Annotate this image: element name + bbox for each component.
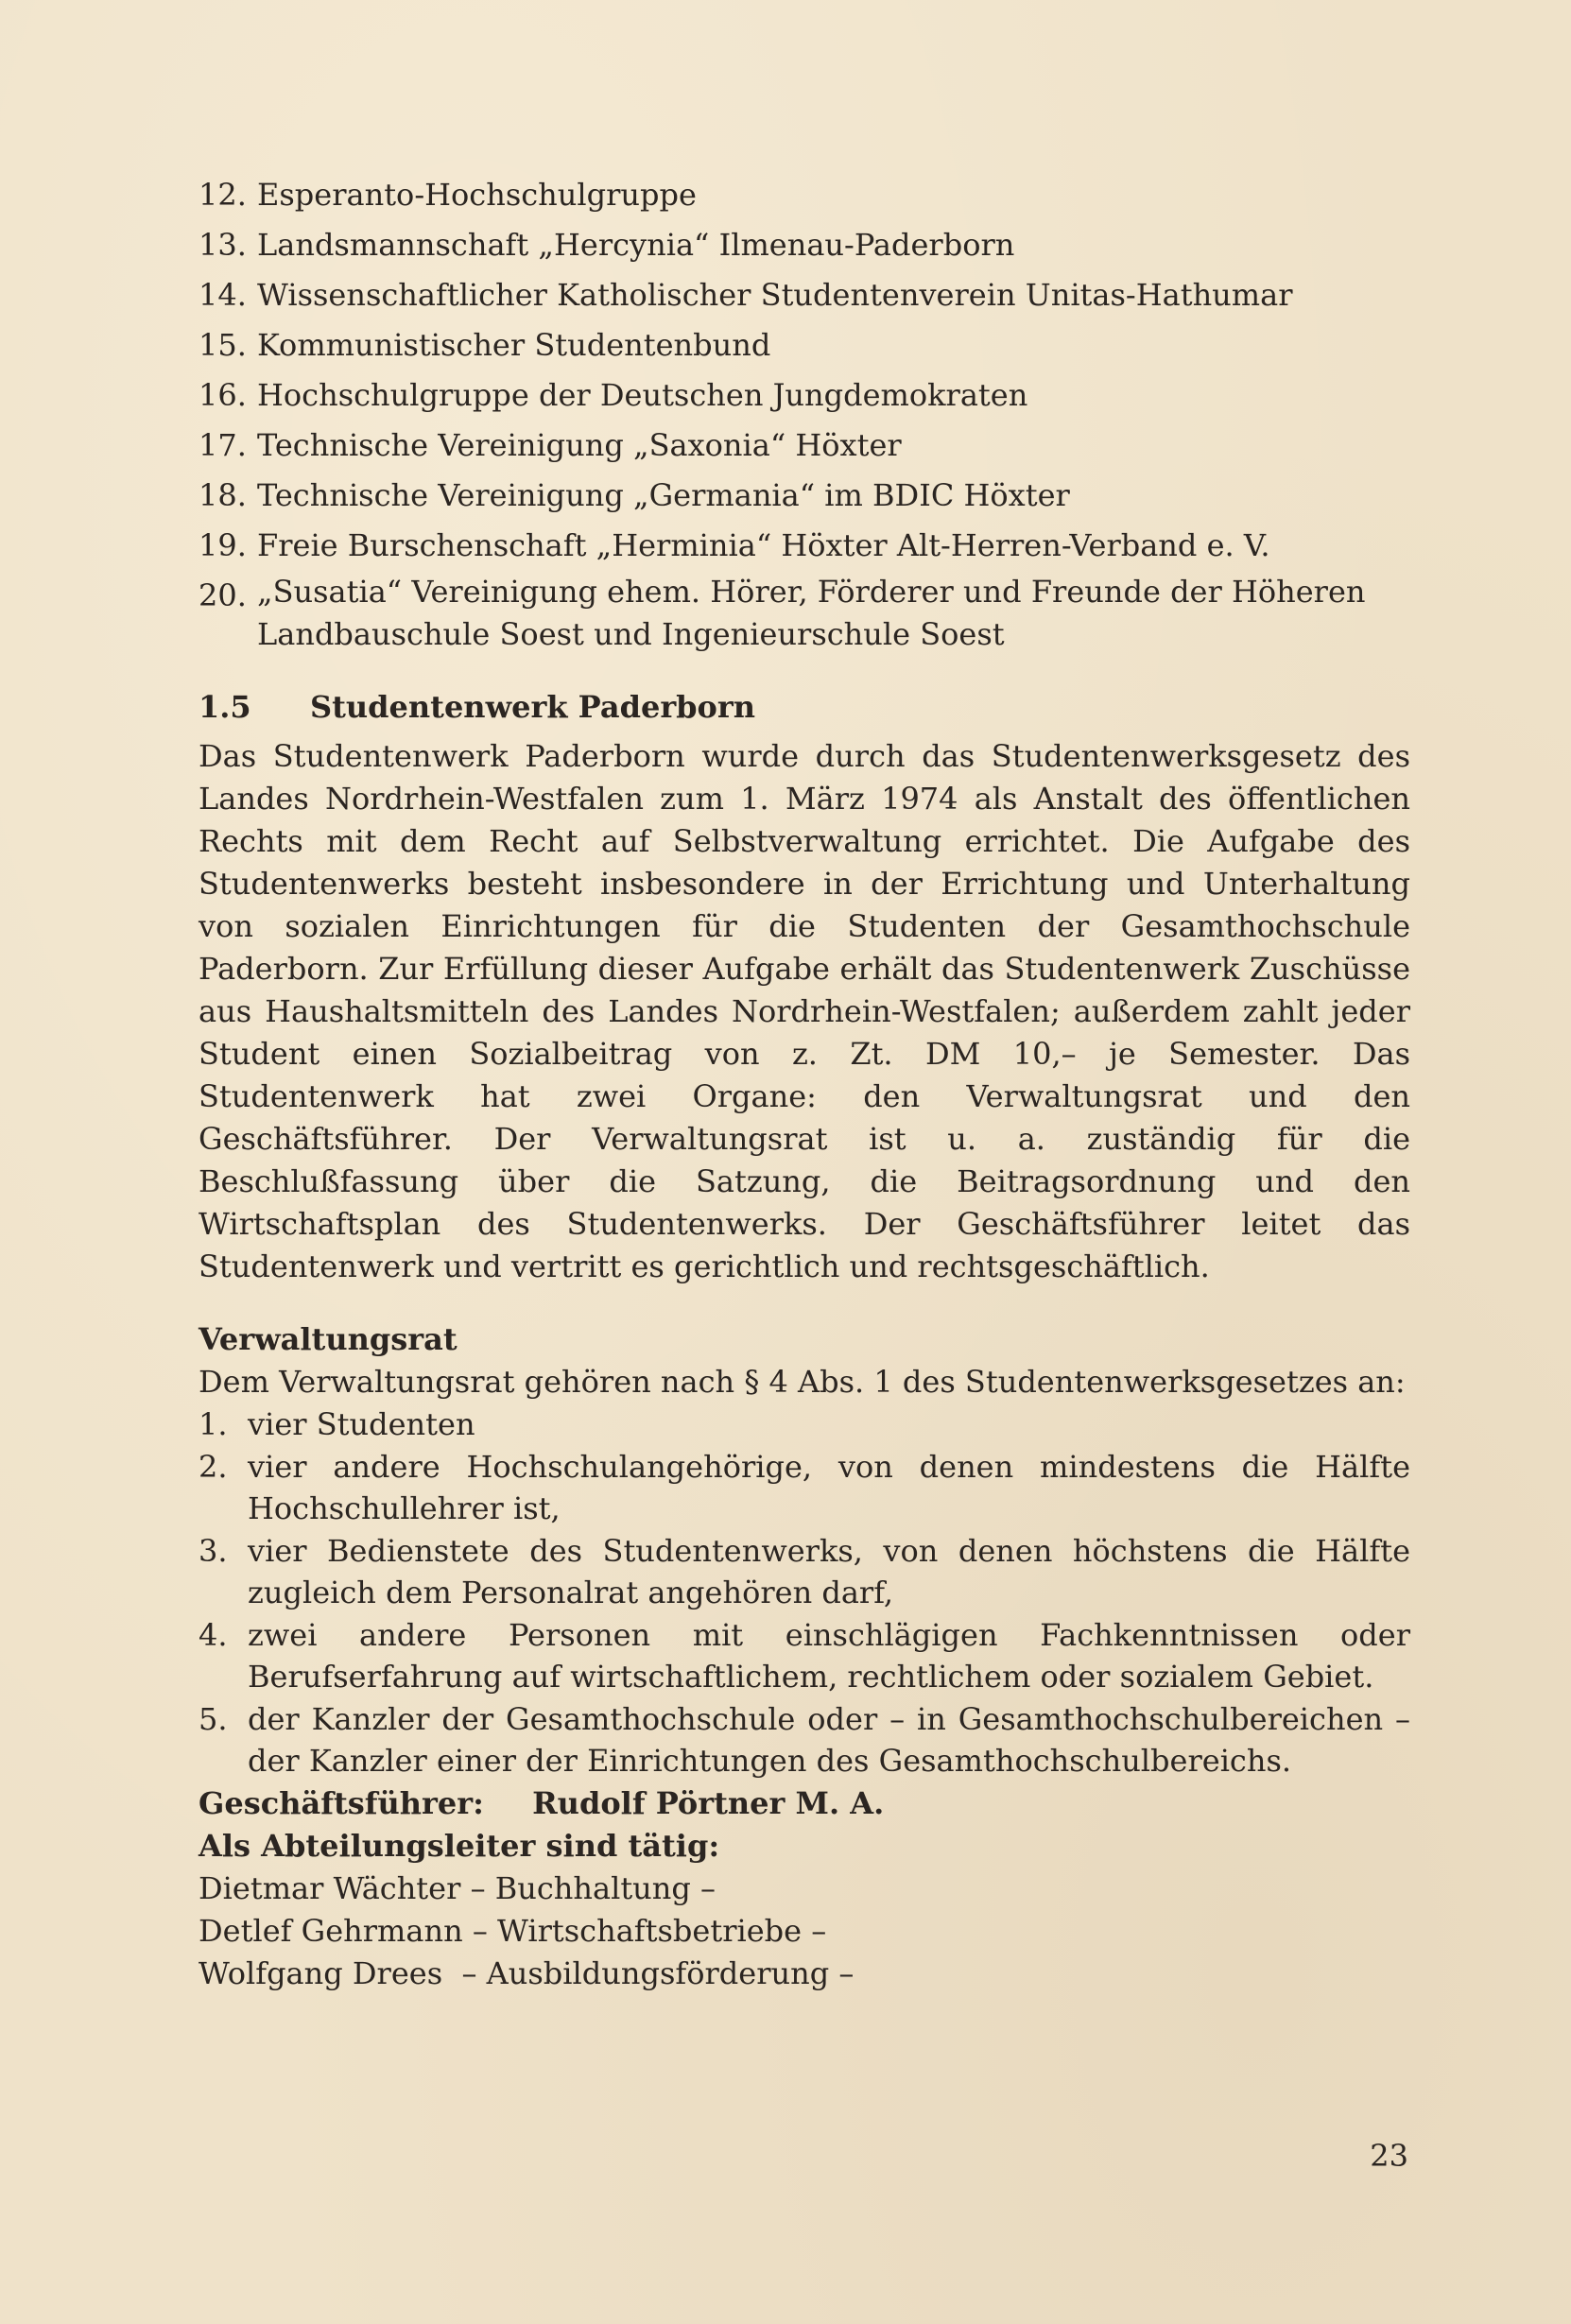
- page-content: [199, 170, 1410, 1995]
- section-number: 1.5: [199, 689, 251, 725]
- member-list: [199, 1403, 1410, 1782]
- list-item: [199, 170, 1410, 220]
- item-number: 2.: [199, 1448, 228, 1485]
- item-number: 3.: [199, 1532, 228, 1569]
- item-text: Technische Vereinigung „Saxonia“ Höxter: [257, 427, 902, 463]
- item-text: Technische Vereinigung „Germania“ im BDIC Höxter: [257, 477, 1070, 513]
- item-text: vier Bedienstete des Studentenwerks, von denen höchstens die Hälfte zugleich dem Personalrat angehören darf,: [248, 1532, 1410, 1610]
- section-heading: [199, 684, 1410, 730]
- item-number: 19.: [199, 527, 247, 563]
- director-line: [199, 1782, 1410, 1825]
- item-text: Hochschulgruppe der Deutschen Jungdemokraten: [257, 377, 1028, 413]
- item-number: 4.: [199, 1616, 228, 1653]
- heads-label: Als Abteilungsleiter sind tätig:: [199, 1827, 720, 1864]
- item-number: 17.: [199, 427, 247, 463]
- list-item: [199, 421, 1410, 471]
- list-item: [199, 270, 1410, 320]
- item-text: Landsmannschaft „Hercynia“ Ilmenau-Paderborn: [257, 227, 1015, 263]
- department-head: Dietmar Wächter – Buchhaltung –: [199, 1869, 716, 1906]
- item-number: 1.: [199, 1406, 228, 1442]
- item-text: Freie Burschenschaft „Herminia“ Höxter Alt-Herren-Verband e. V.: [257, 527, 1270, 563]
- list-item: [199, 1530, 1410, 1614]
- item-text: Kommunistischer Studentenbund: [257, 327, 771, 363]
- item-number: 20.: [199, 577, 247, 613]
- page-number: 23: [1370, 2138, 1408, 2174]
- item-text: Esperanto-Hochschulgruppe: [257, 177, 697, 213]
- organization-list: [199, 170, 1410, 656]
- section-title: Studentenwerk Paderborn: [310, 689, 756, 725]
- item-number: 5.: [199, 1700, 228, 1737]
- item-text: der Kanzler der Gesamthochschule oder – in Gesamthochschulbereichen – der Kanzler einer der Einrichtungen des Gesamthochschulbereichs.: [248, 1700, 1410, 1779]
- item-number: 18.: [199, 477, 247, 513]
- verwaltungsrat-intro: Dem Verwaltungsrat gehören nach § 4 Abs. 1 des Studentenwerksgesetzes an:: [199, 1364, 1406, 1400]
- verwaltungsrat-heading: Verwaltungsrat: [199, 1321, 457, 1357]
- item-number: 14.: [199, 277, 247, 313]
- item-text: zwei andere Personen mit einschlägigen Fachkenntnissen oder Berufserfahrung auf wirtschaftlichem, rechtlichem oder sozialem Gebiet.: [248, 1616, 1410, 1695]
- list-item: [199, 1614, 1410, 1698]
- list-item: [199, 571, 1410, 656]
- item-number: 13.: [199, 227, 247, 263]
- department-head: Detlef Gehrmann – Wirtschaftsbetriebe –: [199, 1912, 827, 1949]
- item-text: vier andere Hochschulangehörige, von denen mindestens die Hälfte Hochschullehrer ist,: [248, 1448, 1410, 1526]
- department-head: Wolfgang Drees – Ausbildungsförderung –: [199, 1954, 855, 1991]
- list-item: [199, 521, 1410, 571]
- list-item: [199, 220, 1410, 270]
- director-label: Geschäftsführer:: [199, 1784, 484, 1821]
- list-item: [199, 1403, 1410, 1446]
- director-name: Rudolf Pörtner M. A.: [532, 1784, 885, 1821]
- list-item: [199, 1698, 1410, 1782]
- item-number: 15.: [199, 327, 247, 363]
- item-text: vier Studenten: [248, 1406, 475, 1442]
- list-item: [199, 370, 1410, 421]
- section-paragraph: Das Studentenwerk Paderborn wurde durch das Studentenwerksgesetz des Landes Nordrhein-Westfalen zum 1. März 1974 als Anstalt des öffentlichen Rechts mit dem Recht auf Selbstverwaltung errichtet. Die Aufgabe des Studentenwerks besteht insbesondere in der Errichtung und Unterhaltung von sozialen Einrichtungen für die Studenten der Gesamthochschule Paderborn. Zur Erfüllung dieser Aufgabe erhält das Studentenwerk Zuschüsse aus Haushaltsmitteln des Landes Nordrhein-Westfalen; außerdem zahlt jeder Student einen Sozialbeitrag von z. Zt. DM 10,– je Semester. Das Studentenwerk hat zwei Organe: den Verwaltungsrat und den Geschäftsführer. Der Verwaltungsrat ist u. a. zuständig für die Beschlußfassung über die Satzung, die Beitragsordnung und den Wirtschaftsplan des Studentenwerks. Der Geschäftsführer leitet das Studentenwerk und vertritt es gerichtlich und rechtsgeschäftlich.: [199, 738, 1410, 1284]
- item-number: 12.: [199, 177, 247, 213]
- item-text: „Susatia“ Vereinigung ehem. Hörer, Förderer und Freunde der Höheren Landbauschule Soest und Ingenieurschule Soest: [257, 574, 1366, 652]
- list-item: [199, 471, 1410, 521]
- item-text: Wissenschaftlicher Katholischer Studentenverein Unitas-Hathumar: [257, 277, 1293, 313]
- item-number: 16.: [199, 377, 247, 413]
- list-item: [199, 320, 1410, 370]
- list-item: [199, 1446, 1410, 1530]
